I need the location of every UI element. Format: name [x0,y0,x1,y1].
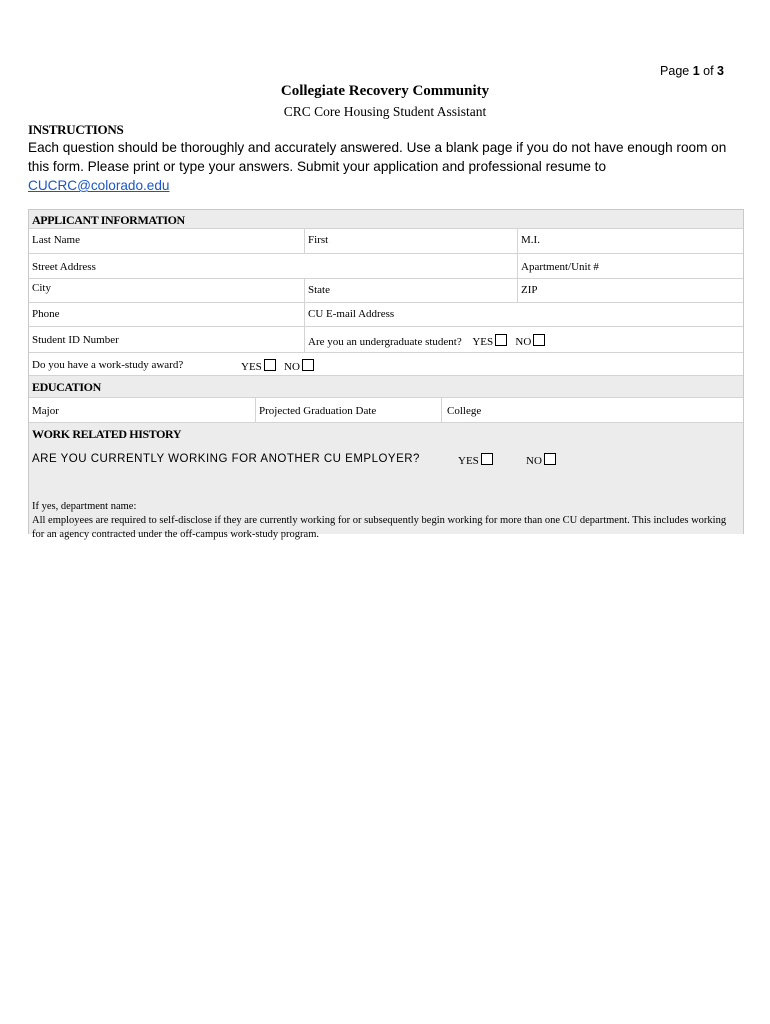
cu-employer-question: ARE YOU CURRENTLY WORKING FOR ANOTHER CU EMPLOYER? [32,453,420,465]
state-field[interactable]: State [305,279,518,302]
city-field[interactable]: City [29,279,305,302]
application-form [28,209,744,540]
instructions-heading: INSTRUCTIONS [28,122,124,137]
instructions-body: Each question should be thoroughly and accurately answered. Use a blank page if you do not have enough room on this form. Please print or type your answers. Submit your application and professional resume to CUCRC@colorado.edu [28,140,727,193]
applicant-section-header: APPLICANT INFORMATION [29,210,743,228]
work-history-section [29,422,743,540]
work-study-no-checkbox[interactable] [302,359,314,371]
street-address-field[interactable]: Street Address [29,254,518,278]
college-field[interactable]: College [447,405,482,417]
undergrad-question: Are you an undergraduate student? YES NO [305,327,743,352]
cu-employer-yes: YES [458,453,493,467]
city-row [29,278,743,302]
page-current: 1 [692,64,700,78]
middle-initial-field[interactable]: M.I. [521,234,540,246]
apartment-field[interactable]: Apartment/Unit # [521,261,599,273]
phone-field[interactable]: Phone [29,303,305,326]
student-id-field[interactable]: Student ID Number [29,327,305,352]
disclosure-text: All employees are required to self-disclose if they are currently working for or subsequently begin working for more than one CU department. This includes working for an agency contracted under the off-campus work-study program. [32,515,727,540]
work-history-note [32,500,732,542]
cu-employer-yes-checkbox[interactable] [481,453,493,465]
street-row [29,253,743,278]
page-total: 3 [717,64,724,78]
cu-email-field[interactable]: CU E-mail Address [308,308,395,320]
major-field[interactable]: Major [29,398,256,422]
graduation-date-field[interactable]: Projected Graduation Date [256,398,442,422]
education-section-header: EDUCATION [29,375,743,397]
education-row [29,397,743,422]
work-study-row [29,352,743,375]
cu-employer-no-checkbox[interactable] [544,453,556,465]
cu-employer-no: NO [526,453,556,467]
student-row [29,326,743,352]
page-subtitle: CRC Core Housing Student Assistant [283,104,487,119]
page-indicator: Page 1 of 3 [660,64,724,78]
department-name-field[interactable]: If yes, department name: [32,501,137,512]
work-study-question: Do you have a work-study award? [32,359,184,371]
email-link[interactable]: CUCRC@colorado.edu [28,178,170,193]
last-name-field[interactable]: Last Name [29,229,305,253]
undergrad-yes-checkbox[interactable] [495,334,507,346]
work-study-yes-checkbox[interactable] [264,359,276,371]
work-history-header: WORK RELATED HISTORY [32,427,182,441]
page-title: Collegiate Recovery Community [280,83,490,99]
first-name-field[interactable]: First [305,229,518,253]
contact-row [29,302,743,326]
undergrad-no-checkbox[interactable] [533,334,545,346]
work-study-options: YES NO [241,359,314,373]
name-row [29,228,743,253]
zip-field[interactable]: ZIP [521,284,538,296]
